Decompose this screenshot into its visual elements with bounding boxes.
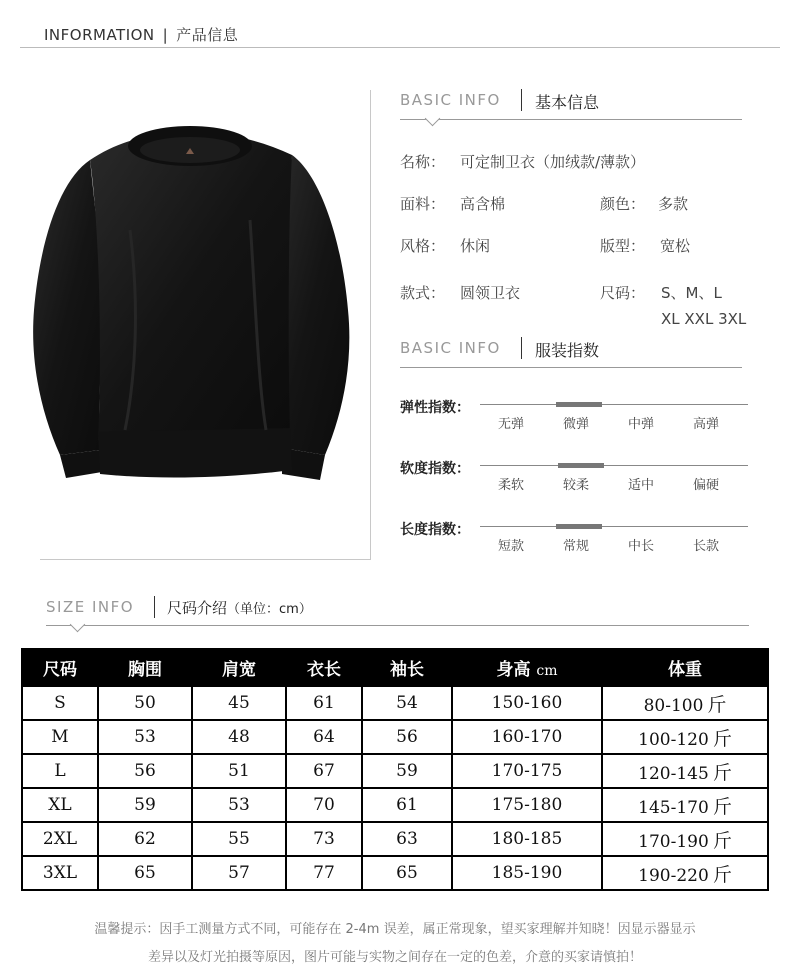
table-cell	[286, 856, 362, 890]
size-info-notch	[70, 617, 86, 633]
softness-option: 适中	[628, 478, 655, 493]
table-cell	[192, 822, 286, 856]
table-cell	[602, 856, 768, 890]
index-info-cn: 服装指数	[535, 341, 600, 360]
index-info-en: BASIC INFO	[400, 339, 501, 357]
size-table	[21, 648, 769, 891]
softness-scale-line	[480, 465, 748, 466]
size-value-1: S、M、L	[661, 284, 722, 302]
table-row	[22, 856, 768, 890]
table-cell	[362, 822, 452, 856]
table-cell	[98, 856, 192, 890]
table-cell	[98, 686, 192, 720]
cell-value: S	[54, 693, 66, 713]
table-cell	[452, 788, 602, 822]
fit-label: 版型：	[600, 237, 646, 255]
type-value: 圆领卫衣	[460, 284, 521, 302]
size-info-title: 尺码介绍	[167, 599, 228, 617]
table-cell	[362, 686, 452, 720]
length-option: 常规	[563, 539, 590, 554]
col-chest: 胸围	[98, 649, 192, 686]
cell-value: 190-220	[638, 865, 709, 886]
basic-info-line	[400, 119, 742, 120]
weight-unit: 斤	[712, 863, 732, 886]
table-cell	[602, 686, 768, 720]
style-label: 风格：	[400, 237, 446, 255]
softness-selected-mark	[558, 463, 604, 468]
table-cell	[362, 754, 452, 788]
col-weight: 体重	[602, 649, 768, 686]
col-size: 尺码	[22, 649, 98, 686]
notice-line-1: 温馨提示：因手工测量方式不同，可能存在 2-4m 误差，属正常现象，望买家理解并知晓！因显示器显示	[94, 922, 696, 937]
name-value: 可定制卫衣（加绒款/薄款）	[460, 153, 646, 171]
table-cell	[452, 856, 602, 890]
cell-value: 50	[134, 693, 156, 713]
table-cell	[192, 788, 286, 822]
cell-value: 100-120	[638, 729, 709, 750]
cell-value: 170-190	[638, 831, 709, 852]
cell-value: 150-160	[491, 693, 563, 713]
table-cell	[98, 754, 192, 788]
softness-option: 较柔	[563, 478, 590, 493]
size-value-2: XL XXL 3XL	[661, 310, 747, 328]
cell-value: 45	[228, 693, 250, 713]
elasticity-option: 中弹	[628, 417, 655, 432]
table-cell	[192, 754, 286, 788]
table-cell	[362, 720, 452, 754]
cell-value: 57	[228, 863, 250, 883]
header-divider: |	[162, 26, 169, 44]
cell-value: L	[54, 761, 66, 781]
cell-value: 175-180	[491, 795, 563, 815]
notice-line-2: 差异以及灯光拍摄等原因，图片可能与实物之间存在一定的色差，介意的买家请慎拍！	[147, 950, 642, 965]
table-cell	[98, 788, 192, 822]
table-cell	[362, 788, 452, 822]
cell-value: 51	[228, 761, 250, 781]
table-cell	[192, 686, 286, 720]
table-row	[22, 822, 768, 856]
basic-info-cn: 基本信息	[535, 93, 600, 112]
cell-value: 73	[313, 829, 335, 849]
cell-value: 53	[228, 795, 250, 815]
basic-info-divider	[521, 89, 522, 111]
length-label: 长度指数：	[400, 522, 470, 538]
elasticity-selected-mark	[556, 402, 602, 407]
style-value: 休闲	[460, 237, 491, 255]
cell-value: 53	[134, 727, 156, 747]
table-cell	[286, 788, 362, 822]
cell-value: 61	[396, 795, 418, 815]
col-height	[452, 649, 602, 686]
cell-value: 70	[313, 795, 335, 815]
weight-unit: 斤	[712, 727, 732, 750]
table-cell	[98, 822, 192, 856]
cell-value: 63	[396, 829, 418, 849]
color-label: 颜色：	[600, 195, 646, 213]
table-cell	[98, 720, 192, 754]
cell-value: 65	[396, 863, 418, 883]
header-cn: 产品信息	[176, 26, 239, 44]
elasticity-scale-line	[480, 404, 748, 405]
table-cell	[22, 686, 98, 720]
cell-value: 77	[313, 863, 335, 883]
table-row	[22, 788, 768, 822]
cell-value: 55	[228, 829, 250, 849]
photo-frame-bottom	[40, 559, 371, 560]
cell-value: M	[51, 727, 69, 747]
table-cell	[286, 754, 362, 788]
length-option: 长款	[693, 539, 720, 554]
cell-value: 120-145	[638, 763, 709, 784]
length-option: 中长	[628, 539, 655, 554]
col-sleeve: 袖长	[362, 649, 452, 686]
cell-value: 3XL	[42, 863, 78, 883]
softness-option: 柔软	[498, 478, 525, 493]
table-cell	[286, 686, 362, 720]
cell-value: 65	[134, 863, 156, 883]
cell-value: 80-100	[643, 695, 704, 716]
cell-value: 62	[134, 829, 156, 849]
elasticity-option: 微弹	[563, 417, 590, 432]
size-info-en: SIZE INFO	[46, 598, 135, 616]
length-scale-line	[480, 526, 748, 527]
table-cell	[452, 754, 602, 788]
softness-label: 软度指数：	[400, 461, 470, 477]
index-info-divider	[521, 337, 522, 359]
length-selected-mark	[556, 524, 602, 529]
weight-unit: 斤	[707, 693, 727, 716]
table-row	[22, 720, 768, 754]
name-label: 名称：	[400, 153, 446, 171]
table-cell	[452, 686, 602, 720]
table-cell	[22, 754, 98, 788]
basic-info-notch	[425, 111, 441, 127]
photo-frame-right	[370, 90, 371, 560]
cell-value: 54	[396, 693, 418, 713]
fabric-value: 高含棉	[460, 195, 506, 213]
header-en: INFORMATION	[44, 26, 155, 44]
table-cell	[452, 822, 602, 856]
table-cell	[22, 856, 98, 890]
weight-unit: 斤	[712, 761, 732, 784]
cell-value: 48	[228, 727, 250, 747]
table-cell	[22, 720, 98, 754]
size-info-cn	[167, 597, 312, 618]
cell-value: 59	[134, 795, 156, 815]
basic-info-en: BASIC INFO	[400, 91, 501, 109]
fabric-label: 面料：	[400, 195, 446, 213]
cell-value: XL	[48, 795, 72, 815]
col-height-unit: cm	[536, 663, 558, 679]
table-cell	[452, 720, 602, 754]
cell-value: 64	[313, 727, 335, 747]
col-length: 衣长	[286, 649, 362, 686]
col-height-label: 身高	[496, 660, 531, 680]
cell-value: 145-170	[638, 797, 709, 818]
product-image	[20, 110, 360, 510]
table-cell	[602, 788, 768, 822]
table-header-row	[22, 649, 768, 686]
cell-value: 56	[134, 761, 156, 781]
table-row	[22, 754, 768, 788]
cell-value: 56	[396, 727, 418, 747]
table-cell	[362, 856, 452, 890]
elasticity-label: 弹性指数：	[400, 400, 470, 416]
cell-value: 61	[313, 693, 335, 713]
size-label: 尺码：	[600, 284, 646, 302]
col-shoulder: 肩宽	[192, 649, 286, 686]
table-cell	[602, 720, 768, 754]
table-cell	[192, 720, 286, 754]
cell-value: 170-175	[491, 761, 563, 781]
type-label: 款式：	[400, 284, 446, 302]
softness-option: 偏硬	[693, 478, 720, 493]
cell-value: 180-185	[491, 829, 563, 849]
page-header	[44, 24, 238, 45]
table-cell	[22, 788, 98, 822]
length-option: 短款	[498, 539, 525, 554]
fit-value: 宽松	[660, 237, 691, 255]
elasticity-option: 高弹	[693, 417, 720, 432]
table-row	[22, 686, 768, 720]
table-cell	[286, 822, 362, 856]
hem-band	[98, 428, 292, 477]
table-cell	[22, 822, 98, 856]
size-info-unit: （单位：cm）	[227, 602, 312, 617]
size-table-body	[22, 686, 768, 890]
cell-value: 160-170	[491, 727, 563, 747]
size-info-divider	[154, 596, 155, 618]
index-info-line	[400, 367, 742, 368]
table-cell	[286, 720, 362, 754]
cell-value: 59	[396, 761, 418, 781]
table-cell	[192, 856, 286, 890]
header-divider-line	[20, 47, 780, 48]
size-info-line	[46, 625, 749, 626]
table-cell	[602, 822, 768, 856]
elasticity-option: 无弹	[498, 417, 525, 432]
weight-unit: 斤	[712, 795, 732, 818]
table-cell	[602, 754, 768, 788]
color-value: 多款	[658, 195, 689, 213]
cell-value: 2XL	[42, 829, 78, 849]
cell-value: 185-190	[491, 863, 563, 883]
cell-value: 67	[313, 761, 335, 781]
weight-unit: 斤	[712, 829, 732, 852]
